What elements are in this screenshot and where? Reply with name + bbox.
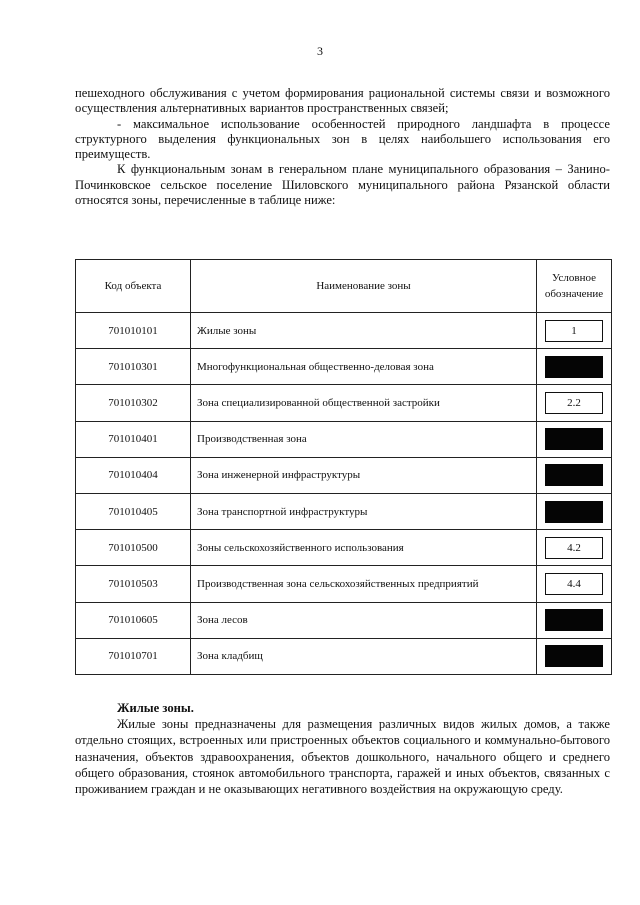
zone-symbol: 4.2 [545,537,603,559]
table-row [76,349,612,385]
zone-name: Производственная зона сельскохозяйственных предприятий [191,566,537,602]
table-row [76,385,612,421]
zone-code: 701010500 [76,530,191,566]
zone-symbol-cell [537,313,612,349]
table-row [76,638,612,674]
zone-symbol-cell [537,602,612,638]
table-header-row [76,260,612,313]
zone-symbol-cell [537,638,612,674]
residential-heading: Жилые зоны. [117,701,194,715]
table-row [76,566,612,602]
zone-symbol-cell [537,349,612,385]
zone-symbol: 4.4 [545,573,603,595]
table-row [76,493,612,529]
zone-symbol [545,428,603,450]
zone-symbol-cell [537,530,612,566]
residential-section [75,700,610,797]
residential-paragraph: Жилые зоны предназначены для размещения различных видов жилых домов, а также отдельно стоящих, встроенных или пристроенных объектов социального и коммунально-бытового назначения, объектов здравоохранения, объектов дошкольного, начального общего и среднего общего образования, стоянок автомобильного транспорта, гаражей и иных объектов, связанных с проживанием граждан и не оказывающих негативного воздействия на окружающую среду. [75,717,610,797]
zone-symbol [545,501,603,523]
zone-name: Зона транспортной инфраструктуры [191,493,537,529]
table-row [76,530,612,566]
zone-code: 701010101 [76,313,191,349]
table-row [76,421,612,457]
zone-symbol [545,464,603,486]
zone-symbol: 2.2 [545,392,603,414]
intro-paragraph-3: К функциональным зонам в генеральном плане муниципального образования – Занино-Починковское сельское поселение Шиловского муниципального района Рязанской области относятся зоны, перечисленные в таблице ниже: [75,162,610,208]
zone-code: 701010302 [76,385,191,421]
header-code: Код объекта [76,260,191,313]
zone-name: Производственная зона [191,421,537,457]
zone-symbol [545,645,603,667]
zone-name: Зоны сельскохозяйственного использования [191,530,537,566]
zone-symbol-cell [537,566,612,602]
zone-name: Многофункциональная общественно-деловая зона [191,349,537,385]
zone-name: Зона лесов [191,602,537,638]
zone-symbol-cell [537,493,612,529]
zone-symbol-cell [537,385,612,421]
table-row [76,602,612,638]
zone-symbol [545,609,603,631]
zone-name: Зона специализированной общественной застройки [191,385,537,421]
intro-paragraph-2: - максимальное использование особенностей природного ландшафта в процессе структурного выделения функциональных зон в целях наибольшего использования его преимуществ. [75,116,610,162]
zone-symbol: 1 [545,320,603,342]
zone-name: Зона инженерной инфраструктуры [191,457,537,493]
intro-paragraph-1: пешеходного обслуживания с учетом формирования рациональной системы связи и возможного осуществления альтернативных вариантов пространственных связей; [75,86,610,116]
zone-code: 701010701 [76,638,191,674]
zone-name: Зона кладбищ [191,638,537,674]
zone-symbol-cell [537,421,612,457]
zone-code: 701010301 [76,349,191,385]
zone-name: Жилые зоны [191,313,537,349]
table-body [76,313,612,675]
zone-code: 701010503 [76,566,191,602]
table-row [76,457,612,493]
zone-code: 701010401 [76,421,191,457]
zone-code: 701010404 [76,457,191,493]
table-row [76,313,612,349]
zones-table [75,259,612,675]
header-name: Наименование зоны [191,260,537,313]
header-symbol: Условное обозначение [537,260,612,313]
intro-text [75,86,610,208]
zone-symbol-cell [537,457,612,493]
page-number: 3 [317,44,323,58]
zone-code: 701010605 [76,602,191,638]
zone-symbol [545,356,603,378]
zone-code: 701010405 [76,493,191,529]
